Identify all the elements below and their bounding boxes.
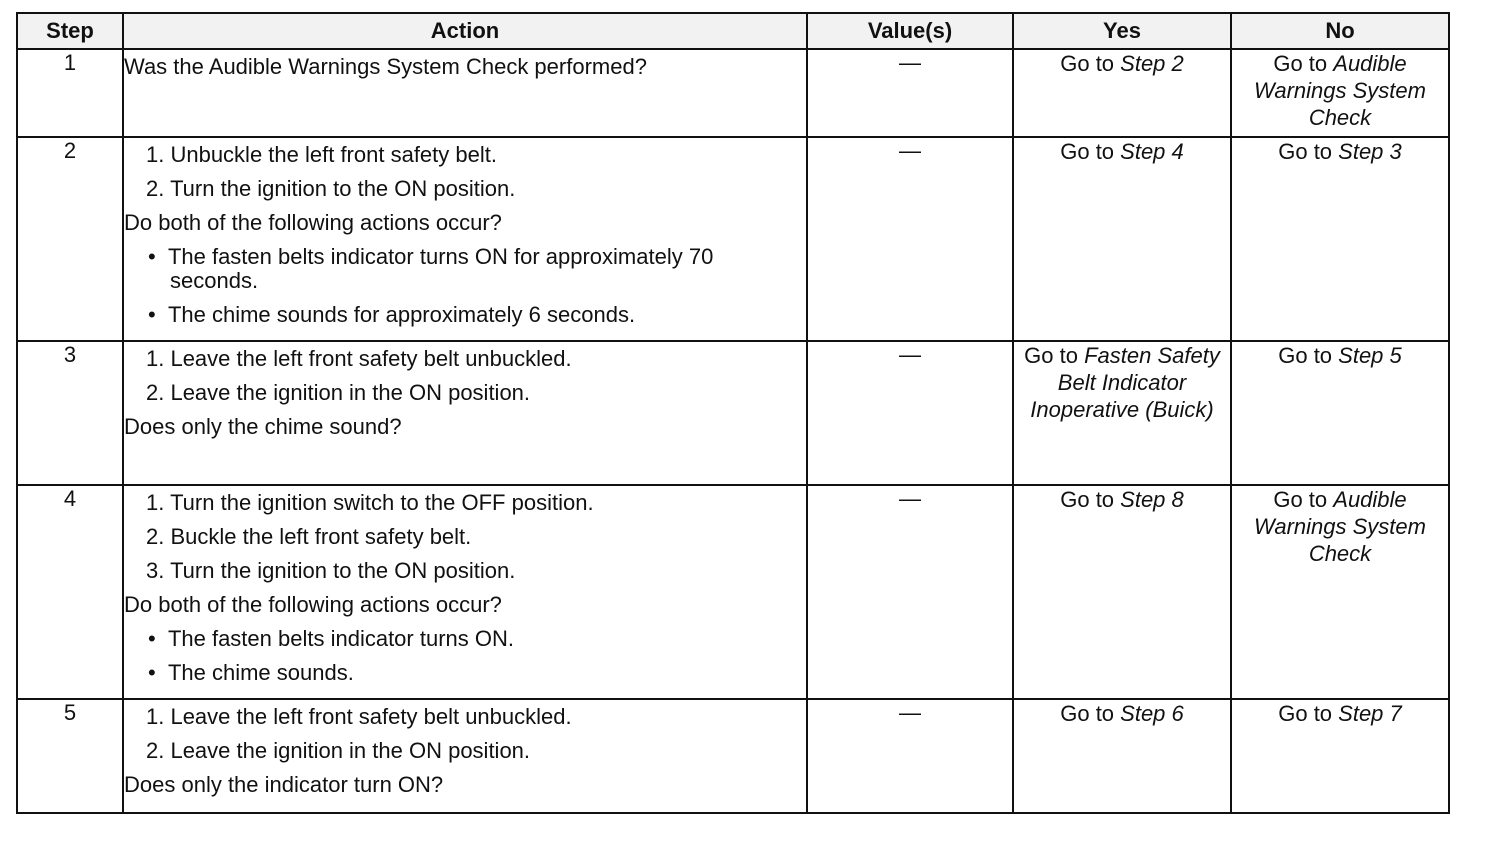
action-step: 1. Leave the left front safety belt unbuckled.	[146, 346, 572, 371]
no-cell	[1231, 699, 1449, 813]
yes-cell	[1013, 49, 1231, 137]
no-prefix: Go to	[1278, 139, 1339, 164]
table-row	[17, 485, 1449, 699]
step-number: 2	[17, 137, 123, 341]
action-cell	[123, 699, 807, 813]
table-row	[17, 49, 1449, 137]
table-row	[17, 699, 1449, 813]
no-link[interactable]: Audible Warnings System Check	[1254, 487, 1426, 566]
value-cell: —	[807, 49, 1013, 137]
no-prefix: Go to	[1273, 51, 1334, 76]
yes-cell	[1013, 485, 1231, 699]
action-question: Does only the indicator turn ON?	[124, 772, 444, 797]
action-step: 2. Leave the ignition in the ON position.	[146, 380, 531, 405]
action-step: 1. Turn the ignition switch to the OFF position.	[146, 490, 594, 515]
header-step: Step	[17, 13, 123, 49]
no-link[interactable]: Step 7	[1338, 701, 1402, 726]
header-values: Value(s)	[807, 13, 1013, 49]
action-bullet: • The fasten belts indicator turns ON.	[148, 626, 514, 651]
action-cell	[123, 341, 807, 485]
yes-link[interactable]: Step 6	[1120, 701, 1184, 726]
value-cell: —	[807, 485, 1013, 699]
no-cell	[1231, 341, 1449, 485]
no-link[interactable]: Step 5	[1338, 343, 1402, 368]
no-prefix: Go to	[1278, 701, 1339, 726]
header-row	[17, 13, 1449, 49]
yes-prefix: Go to	[1060, 487, 1121, 512]
value-cell: —	[807, 341, 1013, 485]
yes-prefix: Go to	[1060, 51, 1121, 76]
action-question: Do both of the following actions occur?	[124, 210, 502, 235]
action-cell	[123, 485, 807, 699]
value-cell: —	[807, 137, 1013, 341]
action-step: 2. Turn the ignition to the ON position.	[146, 176, 516, 201]
table-row	[17, 341, 1449, 485]
header-yes: Yes	[1013, 13, 1231, 49]
no-cell	[1231, 137, 1449, 341]
step-number: 4	[17, 485, 123, 699]
diagnostic-table	[16, 12, 1450, 814]
no-prefix: Go to	[1273, 487, 1334, 512]
yes-link[interactable]: Step 4	[1120, 139, 1184, 164]
action-bullet-text: The fasten belts indicator turns ON.	[167, 626, 514, 651]
step-number: 3	[17, 341, 123, 485]
table-row	[17, 137, 1449, 341]
no-prefix: Go to	[1278, 343, 1339, 368]
no-link[interactable]: Step 3	[1338, 139, 1402, 164]
step-number: 1	[17, 49, 123, 137]
action-bullet-text: The chime sounds.	[167, 660, 354, 685]
yes-prefix: Go to	[1060, 139, 1121, 164]
yes-link[interactable]: Fasten Safety Belt Indicator Inoperative (Buick)	[1030, 343, 1220, 422]
action-question: Do both of the following actions occur?	[124, 592, 502, 617]
action-cell	[123, 137, 807, 341]
action-bullet: • The fasten belts indicator turns ON for approximately 70 seconds.	[148, 244, 714, 293]
yes-prefix: Go to	[1024, 343, 1085, 368]
action-question: Was the Audible Warnings System Check performed?	[124, 54, 647, 79]
header-action: Action	[123, 13, 807, 49]
action-step: 1. Unbuckle the left front safety belt.	[146, 142, 497, 167]
no-cell	[1231, 49, 1449, 137]
yes-cell	[1013, 341, 1231, 485]
action-question: Does only the chime sound?	[124, 414, 402, 439]
yes-cell	[1013, 137, 1231, 341]
step-number: 5	[17, 699, 123, 813]
value-cell: —	[807, 699, 1013, 813]
action-step: 2. Buckle the left front safety belt.	[146, 524, 472, 549]
action-step: 3. Turn the ignition to the ON position.	[146, 558, 516, 583]
action-bullet-text: The fasten belts indicator turns ON for approximately 70 seconds.	[167, 244, 714, 293]
yes-link[interactable]: Step 2	[1120, 51, 1184, 76]
no-cell	[1231, 485, 1449, 699]
action-bullet-text: The chime sounds for approximately 6 seconds.	[167, 302, 636, 327]
yes-cell	[1013, 699, 1231, 813]
action-bullet: • The chime sounds.	[148, 660, 354, 685]
action-step: 1. Leave the left front safety belt unbuckled.	[146, 704, 572, 729]
no-link[interactable]: Audible Warnings System Check	[1254, 51, 1426, 130]
yes-link[interactable]: Step 8	[1120, 487, 1184, 512]
action-bullet: • The chime sounds for approximately 6 seconds.	[148, 302, 636, 327]
action-cell	[123, 49, 807, 137]
action-step: 2. Leave the ignition in the ON position.	[146, 738, 531, 763]
yes-prefix: Go to	[1060, 701, 1121, 726]
header-no: No	[1231, 13, 1449, 49]
